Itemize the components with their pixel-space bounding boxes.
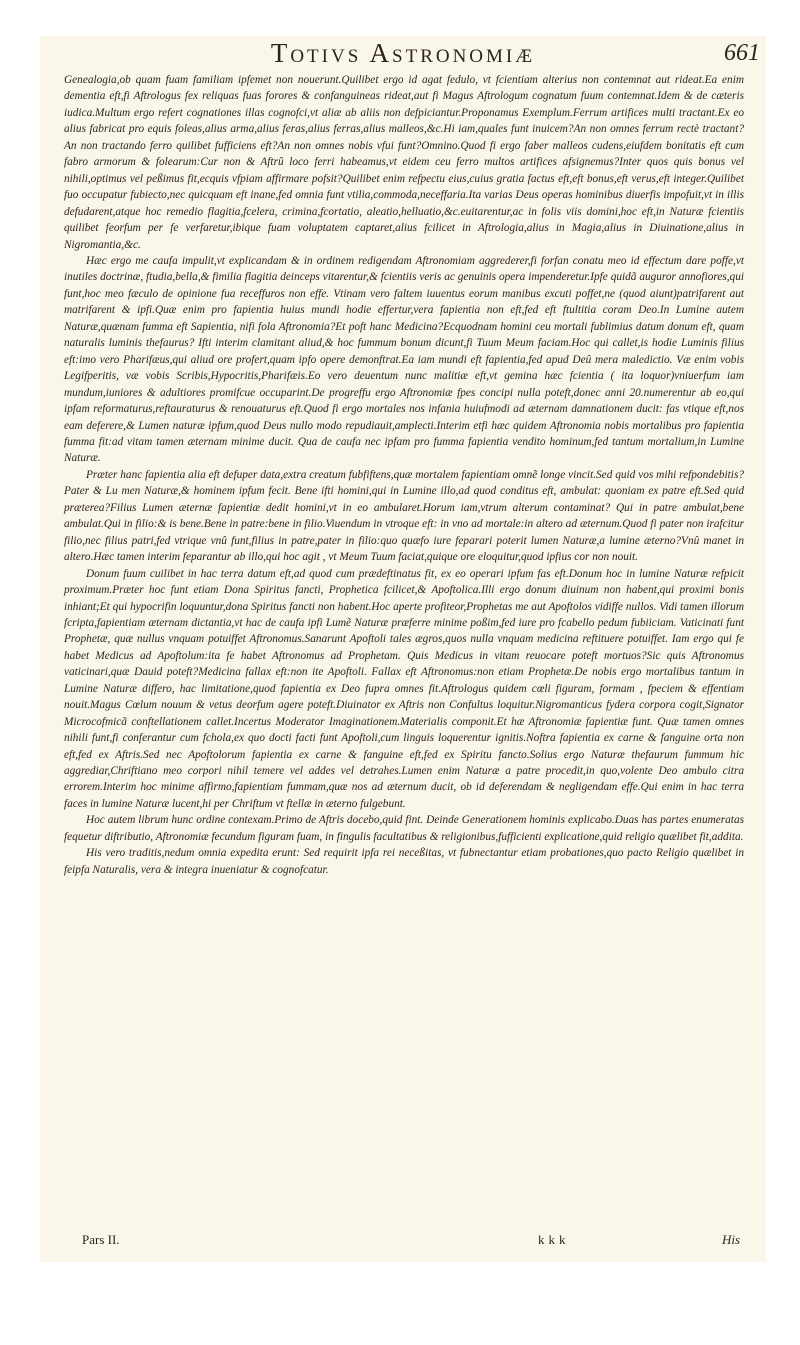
running-title: Totivs Astronomiæ	[270, 38, 536, 68]
book-page	[40, 36, 766, 1262]
paragraph-hoc-autem: Hoc autem librum hunc ordine contexam.Primo de Aftris docebo,quid fint. Deinde Generationem hominis explicabo.Duas has partes enumeratas fequetur diftributio, Aftronomiæ fecundum figuram fuam, in fingulis facultatibus & religionibus,fufficienti explicatione,quid religio quælibet fit,addita.	[64, 814, 744, 843]
paragraph-his-vero: His vero traditis,nedum omnia expedita erunt: Sed requirit ipfa rei neceßitas, vt fubnectantur etiam probationes,quo pacto Religio quælibet in feipfa Naturalis, vera & integra inueniatur & cognofcatur.	[64, 847, 744, 876]
sheet-mark: kkk	[538, 1232, 570, 1247]
paragraph-haec-ergo: Hæc ergo me caufa impulit,vt explicandam & in ordinem redigendam Aftronomiam aggrederer,fi forfan conatu meo id effectum dare poffe,vt inutiles doctrinæ, ftudia,bella,& fimilia flagitia deinceps vitarentur,& fcientiis veris ac genuinis opera impenderetur.Ipfe quidã auguror annofiores,qui funt,hoc meo fæculo de opinione fua receffuros non effe. Vtinam vero faltem iuuentus eorum manibus excuti poffet,ne (quod aiunt)patrifarent aut matrifarent & ipfi.Quæ enim pro fapientia huius mundi hodie effertur,vera fapientia non eft,fed eft ftultitia coram Deo.In Lumine autem Naturæ,quænam fumma eft Sapientia, nifi fola Aftronomia?Et poft hanc Medicina?Ecquodnam homini ceu mortali fublimius datum donum eft, quam naturalis luminis thefaurus? Ifti interim clamitant aliud,& hoc fummum bonum dicunt,fi Tuum Meum faciam.Hoc qui callet,is hodie Luminis filius eft:imo vero Pharifæus,qui aliud ore profert,quam ipfo opere demonftrat.Ea iam mundi eft fapientia,fed apud Deû mera maledictio. Væ enim vobis Legifperitis, væ vobis Scribis,Hypocritis,Pharifæis.Eo vero deuentum nunc malitiæ eft,vt gemina hæc fcientia ( ita loquor)vniuerfum iam mundum,iuniores & adultiores promifcue occuparint.De progreffu ergo Aftronomiæ fpes concipi nulla poteft,donec anni 20.numerentur ab eo,qui ipfam reformaturus,reftauraturus & renouaturus eft.Quod fi ergo mortales nos infania huiufmodi ad æternam damnationem ducit: fas vtique eft,nos eam deferere,& Lumen naturæ ipfum,quod Deus nullo modo repudiauit,amplecti.Interim etfi hæc quidem Aftronomia nobis mortalibus pro fapientia fumma fit:ad vitam tamen æternam minime ducit. Qua de caufa nec ipfam pro fumma fapientia vendito hominum,fed tantum mortalium,in Lumine Naturæ.	[64, 254, 744, 465]
paragraph-praeter-hanc: Præter hanc fapientia alia eft defuper data,extra creatum fubfiftens,quæ mortalem fapientiam omnẽ longe vincit.Sed quid vos mihi refpondebitis?Pater & Lu men Naturæ,& hominem ipfum fecit. Bene ifti homini,qui in Lumine illo,ad quod conditus eft, ambulat: quoniam ex patre eft.Sed quid præterea?Filius Lumen æternæ fapientiæ dedit homini,vt in eo ambularet.Horum iam,vtrum alterum contaminat? Qui in patre ambulat,bene ambulat.Qui in filio:& is bene.Bene in patre:bene in filio.Viuendum in vtroque eft: in vno ad mortale:in altero ad æternum.Quod fi pater non irafcitur filio,nec filius patri,fed vtrique vnû funt,filius in patre,pater in filio:quo quæfo iure feparari poterit lumen Naturæ,a lumine æterno?Vnû manet in altero.Hæc tamen interim feparantur ab illo,qui hoc agit , vt Meum Tuum faciat,quique ore eloquitur,quod ipfius cor non nouit.	[64, 468, 744, 564]
page-number: 661	[724, 40, 760, 66]
paragraph-genealogia: Genealogia,ob quam fuam familiam ipfemet non nouerunt.Quilibet ergo id agat fedulo, vt fcientiam alterius non contemnat aut rideat.Ea enim dementia eft,fi Aftrologus fex reliquas fuas forores & confanguineas rideat,aut fi Magus Aftrologum cognatum fuum contemnat.Idem & de cæteris iudica.Multum ergo refert cognationes illas cognofci,vt aliæ ab aliis non defpiciantur.Proponamus Exemplum.Ferrum artifices multi tractant.Ex eo alius fabricat pro equis foleas,alius arma,alius feras,alius ferras,alius malleos,&c.Hi iam,quales funt inuicem?An non omnes ferrum rectè tractant?An non tractando ferro quilibet fufficiens eft?An non omnes nobis vfui funt?Omnino.Quod fi ergo faber malleos cudens,eiufdem bonitatis eft cum fabro armorum & folearum:Cur non & Aftrû loco ferri habeamus,vt eidem ceu ferro multos artifices afsignemus?Inter quos quis bonus vel nihili,optimus vel peßimus fit,ecquis vfpiam affirmare pofsit?Quilibet enim refpectu eius,cuius gratia factus eft,eft bonus,eft verus,eft integer.Quilibet fuo occupatur fubiecto,nec quicquam eft inane,fed omnia funt vtilia,commoda,neceffaria.Ita varias Deus operas hominibus diuerfis impofuit,vt in illis defudarent,atque hoc remedio flagitia,fcelera, crimina,fcortatio, aleatio,helluatio,&c.euitarentur,ac in folis viis domini,hoc eft,in Naturæ fcientiis quilibet feorfum per fe verfaretur,ibique fuam voluptatem captaret,alius fcilicet in Aftrologia,alius in Magia,alius in Diuinatione,alius in Nigromantia,&c.	[64, 74, 744, 251]
catchword: His	[721, 1232, 740, 1247]
paragraph-donum-suum: Donum fuum cuilibet in hac terra datum eft,ad quod cum prædeftinatus fit, ex eo operari ipfum fas eft.Donum hoc in lumine Naturæ refpicit proximum.Præter hoc funt etiam Dona Spiritus fancti, Prophetica fcilicet,& Apoftolica.Illi ergo donum diuinum non habent,qui proximi bonis inhiant;Et qui hypocrifin loquuntur,dona Spiritus fancti non habent.Hoc aperte profiteor,Prophetas me aut Apoftolos vidiffe nullos. Vidi tamen illorum fcripta,fapientiam æternam dictantia,vt hac de caufa ipfi Lumẽ Naturæ præferre minime poßim,fed iure pro fcabello pedum fubiiciam. Vaticinati funt Prophetæ, quæ nullus vnquam potuiffet Aftronomus.Sanarunt Apoftoli tales ægros,quos nulla vnquam medicina reftituere potuiffet. Iam ergo qui fe habet Medicus ad Apoftolum:ita fe habet Aftronomus ad Prophetam. Quis Medicus in vitam reuocare poteft mortuos?Sic quis Aftronomus vaticinari,quæ Dauid poteft?Medicina fallax eft:non ite Apoftoli. Fallax eft Aftronomus:non etiam Prophetæ.De nobis ergo mortalibus tantum in Lumine Naturæ differo, hac limitatione,quod fapientia ex Deo fupra omnes fit.Aftrologus quidem cœli figuram, formam , fpeciem & effentiam nouit.Magus Cœlum nouum & vetus deorfum agere poteft.Diuinator ex Aftris non Confultus loquitur.Nigromanticus fydera corpora cogit,Signator Microcofmicã conftellationem callet.Incertus Moderator Imaginationem.Materialis componit.Et hæ Aftronomiæ fapientiæ funt. Quæ tamen omnes nihili funt,fi conferantur cum fchola,ex quo docti facti funt Apoftoli,cum linguis loquerentur ignitis.Noftra fapientia ex carne & fanguine orta non eft,fed ex Aftris.Sed nec Apoftolorum fapientia ex carne & fanguine eft,fed ex Spiritu fancto.Solius ergo Naturæ thefaurum fummum hic aggrediar,Chriftiano meo corpori nihil temere vel addes vel detrahes.Lumen enim Naturæ a patre procedit,in quo,volente Deo ambulo citra errorem.Interim hoc minime affirmo,fapientiam fummam,quæ nos ad æternum ducit, ob id deferendam & negligendam effe.Qui enim in hac terra faces in lumine Naturæ lucent,hi per Chriftum vt ftellæ in æterno fulgebunt.	[64, 567, 744, 810]
part-signature: Pars II.	[82, 1232, 120, 1247]
page-footer	[64, 1232, 744, 1252]
body-text	[64, 72, 744, 878]
running-head	[40, 38, 766, 72]
